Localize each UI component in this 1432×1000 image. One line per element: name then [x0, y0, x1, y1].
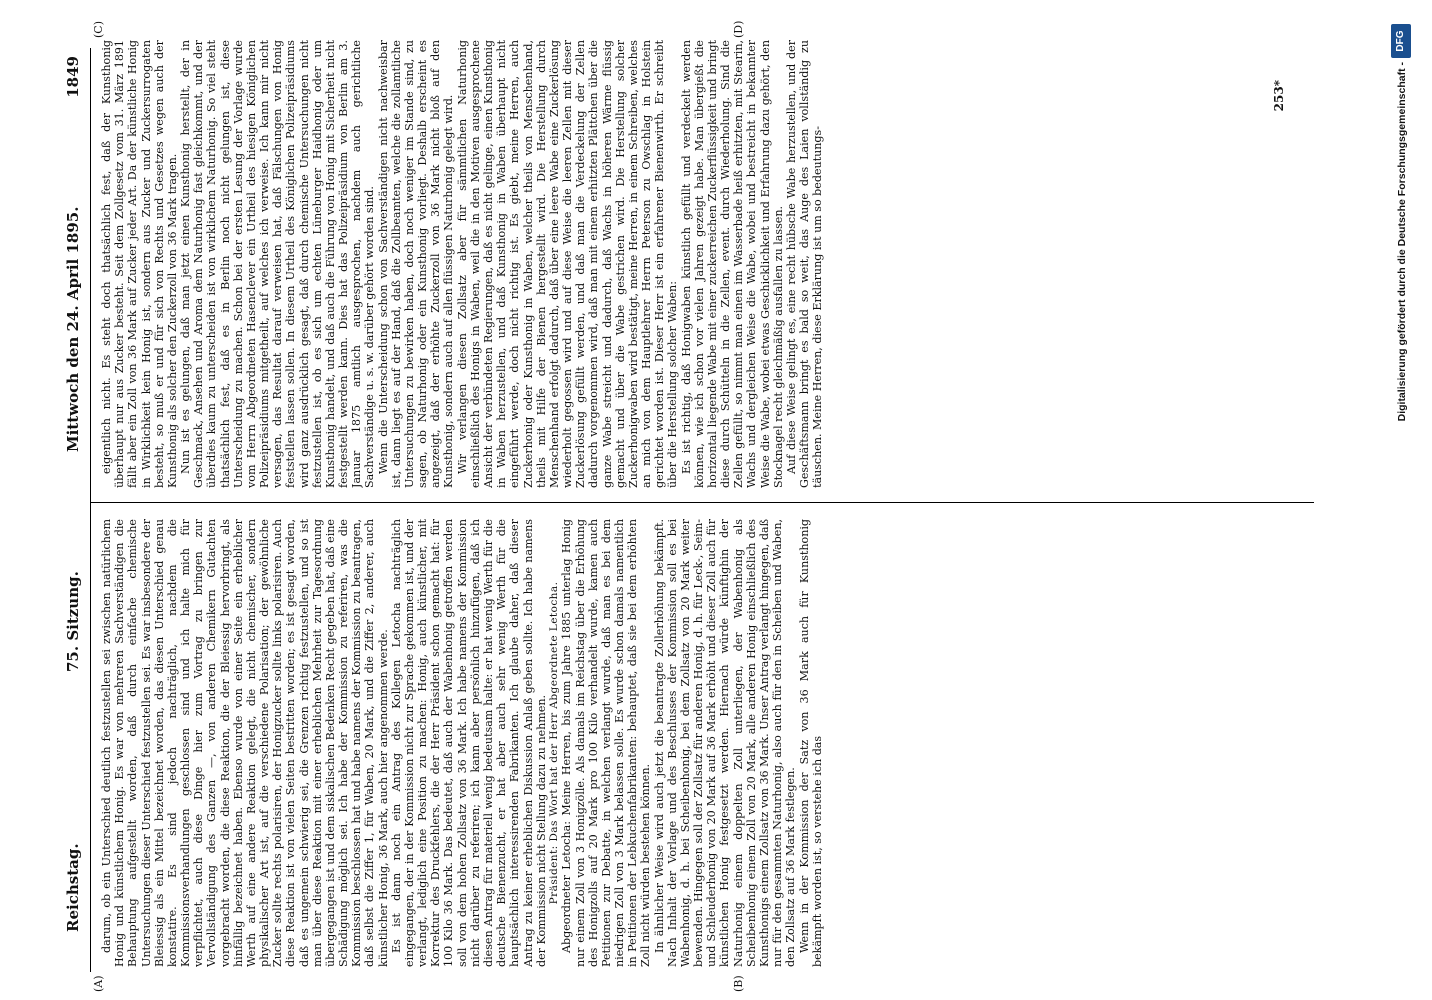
paragraph: Abgeordneter Letocha: Meine Herren, bis zum Jahre 1885 unterlag Honig nur einem Zoll von 3 Honigzölle. Als damals im Reichstag über die Erhöhung des Honigzolls auf 20 Mark pro 100 Kilo verhandelt wurde, kamen auch Petitionen zur Debatte, in welchen verlangt wurde, daß man es bei dem niedrigen Zoll von 3 Mark belassen solle. Es wurde schon damals namentlich in Petitionen der Lebkuchenfabrikanten: behauptet, daß sie bei dem erhöhten Zoll nicht würden bestehen können. [560, 519, 653, 967]
paragraph: Auf diese Weise gelingt es, eine recht hübsche Wabe herzustellen, und der Geschäftsmann bringt es bald so weit, das Auge des Laien vollständig zu täuschen. Meine Herren, diese Erklärung ist um so bedeutungs- [784, 40, 825, 488]
column-divider [90, 502, 1314, 503]
paragraph: Wenn die Unterscheidung schon von Sachverständigen nicht nachweisbar ist, dann liegt es auf der Hand, daß die Zollbeamten, welche die zollamtliche Untersuchungen zu bewirken haben, doch noch weniger im Stande sind, zu sagen, ob Naturhonig oder ein Kunsthonig vorliegt. Deshalb erscheint es angezeigt, daß der erhöhte Zuckerzoll von 36 Mark nicht bloß auf den Kunsthonig, sondern auch auf allen flüssigen Naturhonig gelegt wird. [376, 40, 456, 488]
signature-mark: 253* [1272, 80, 1286, 112]
header-reichstag: Reichstag. [64, 843, 82, 932]
header-session: 75. Sitzung. [64, 571, 82, 672]
running-head [60, 48, 91, 972]
digitization-note: Digitalisierung gefördert durch die Deutsche Forschungsgemeinschaft - [1396, 62, 1408, 422]
margin-mark-d: (D) [732, 20, 745, 38]
left-column [100, 519, 1312, 967]
header-date: Mittwoch den 24. April 1895. [64, 206, 82, 452]
paragraph: Wir verlangen diesen Zollsatz aber für sämmtlichen Naturhonig einschließlich des Honigs in Waben, weil die in den Motiven ausgesprochene Ansicht der verbündeten Regierungen, daß es nicht gelinge, einen Kunsthonig in Waben herzustellen, und daß Kunsthonig in Waben überhaupt nicht eingeführt werde, doch nicht richtig ist. Es giebt, meine Herren, auch Zuckerhonig oder Kunsthonig in Waben, welcher theils von Menschenhand, theils mit Hilfe der Bienen hergestellt wird. Die Herstellung durch Menschenhand erfolgt dadurch, daß über eine leere Wabe eine Zuckerlösung wiederholt gegossen wird und auf diese Weise die leeren Zellen mit dieser Zuckerlösung gefüllt werden, und daß man die Verdeckelung der Zellen dadurch vorgenommen wird, daß man mit einem erhitzten Plättchen über die ganze Wabe streicht und dadurch, daß Wachs in höheren Wärme flüssig gemacht und über die Wabe gestrichen wird. Die Herstellung solcher Zuckerhonigwaben wird bestätigt, meine Herren, in einem Schreiben, welches an mich von dem Hauptlehrer Herrn Peterson zu Owschlag in Holstein gerichtet worden ist. Dieser Herr ist ein erfahrener Bienenwirth. Er schreibt über die Herstellung solcher Waben: [455, 40, 680, 488]
paragraph: darum, ob ein Unterschied deutlich festzustellen sei zwischen natürlichem Honig und künstlichem Honig. Es war von mehreren Sachverständigen die Behauptung aufgestellt worden, daß durch einfache chemische Untersuchungen dieser Unterschied festzustellen sei. Es war insbesondere der Bleiessig als ein Mittel bezeichnet worden, das diesen Unterschied genau konstatire. Es sind jedoch nachträglich, nachdem die Kommissionsverhandlungen geschlossen sind und ich halte mich für verpflichtet, auch diese Dinge hier zum Vortrag zu bringen zur Vervollständigung des Ganzen —, von anderen Chemikern Gutachten vorgebracht worden, die diese Reaktion, die der Bleiessig hervorbringt, als hinfällig bezeichnet haben. Ebenso wurde von einer Seite ein erheblicher Werth auf eine andere Reaktion gelegt, die nicht chemischer, sondern physikalischer Art ist, auf die verschiedene Polarisation; der gewöhnliche Zucker sollte rechts polarisiren, der Honigzucker sollte links polarisiren. Auch diese Reaktion ist von vielen Seiten bestritten worden; es ist gesagt worden, daß es ungemein schwierig sei, die Grenzen richtig festzustellen, und so ist man über diese Reaktion mit einer erheblichen Mehrheit zur Tagesordnung übergegangen ist und dem siskalischen Bedenken Recht gegeben hat, daß eine Schädigung möglich sei. Ich habe der Kommission zu referiren, was die Kommission beschlossen hat und habe namens der Kommission zu beantragen, daß selbst die Ziffer 1, für Waben, 20 Mark, und die Ziffer 2, anderer, auch künstlicher Honig, 36 Mark, auch hier angenommen werde. [100, 519, 390, 967]
quoted-letter: Es ist richtig, daß Honigwaben künstlich gefüllt und verdeckelt werden können, wie ich schon vor vielen Jahren gezeigt habe. Man übergießt die horizontal liegende Wabe mit einer zuckerreichen Zuckerflüssigkeit und bringt diese durch Schütteln in die Zellen, event. durch Wiederholung. Sind die Zellen gefüllt, so nimmt man einen im Wasserbade heiß erhitzten, mit Stearin, Wachs und dergleichen Weise die Wabe, wobei und bestreicht in bekannter Weise die Wabe, wobei etwas Geschicklichkeit und Erfahrung dazu gehört, den Stocknagel recht gleichmäßig ausfallen zu lassen. [679, 40, 785, 488]
margin-mark-b: (B) [732, 975, 745, 992]
header-page-number: 1849 [64, 56, 82, 98]
paragraph: Nun ist es gelungen, daß man jetzt einen Kunsthonig herstellt, der in Geschmack, Ansehen und Aroma dem Naturhonig fast gleichkommt, und der überdies kaum zu unterscheiden ist von wirklichem Naturhonig. So viel steht thatsächlich fest, daß es in Berlin noch nicht gelungen ist, diese Unterscheidung zu machen. Schon bei der ersten Lesung der Vorlage wurde vom Herrn Abgeordneten Hasenclever ein Urtheil des hiesigen Königlichen Polizeipräsidiums mitgetheilt, auf welches ich verweise. Ich kann mir nicht versagen, das Resultat darauf verweisen hat, daß Fälschungen von Honig feststellen lassen sollen. In diesem Urtheil des Königlichen Polizeipräsidiums wird ganz ausdrücklich gesagt, daß durch chemische Untersuchungen nicht festzustellen ist, ob es sich um echten Lüneburger Haidhonig oder um Kunsthonig handelt, und daß auch die Führung von Honig mit Sicherheit nicht festgestellt werden kann. Dies hat das Polizeipräsidium von Berlin am 3. Januar 1875 amtlich ausgesprochen, nachdem auch gerichtliche Sachverständige u. s. w. darüber gehört worden sind. [179, 40, 377, 488]
paragraph: Es ist dann noch ein Antrag des Kollegen Letocha nachträglich eingegangen, der in der Kommission nicht zur Sprache gekommen ist, und der verlangt, lediglich eine Position zu machen: Honig, auch künstlicher, mit Korrektur des Druckfehlers, die der Herr Präsident schon gemacht hat: für 100 Kilo 36 Mark. Das bedeutet, daß auch der Wabenhonig getroffen werden soll von dem hohen Zollsatz von 36 Mark. Ich habe namens der Kommission nicht darüber zu referiren; ich kann aber persönlich hinzufügen, daß ich diesen Antrag für materiell wenig bedeutsam halte: er hat wenig Werth für die deutsche Bienenzucht, er hat aber auch sehr wenig Werth für die hauptsächlich interessirenden Fabrikanten. Ich glaube daher, daß dieser Antrag zu keiner erheblichen Diskussion Anlaß geben sollte. Ich habe namens der Kommission nicht Stellung dazu zu nehmen. [389, 519, 548, 967]
paragraph: Wenn in der Kommission der Satz von 36 Mark auch für Kunsthonig bekämpft worden ist, so verstehe ich das [797, 519, 824, 967]
dfg-logo: DFG [1391, 24, 1411, 58]
speaker-announcement: Präsident: Das Wort hat der Herr Abgeordnete Letocha. [547, 581, 560, 905]
right-column [100, 40, 1312, 488]
paragraph: eigentlich nicht. Es steht doch thatsächlich fest, daß der Kunsthonig überhaupt nur aus Zucker besteht. Seit dem Zollgesetz vom 31. März 1891 fällt aber ein Zoll von 36 Mark auf Zucker jeder Art. Da der künstliche Honig in Wirklichkeit kein Honig ist, sondern aus Zucker und Zuckersurrogaten besteht, so muß er und für sich von Rechts und Gesetzes wegen auch der Kunsthonig als solcher den Zuckerzoll von 36 Mark tragen. [100, 40, 179, 488]
margin-mark-c: (C) [92, 21, 105, 38]
paragraph: In ähnlicher Weise wird auch jetzt die beantragte Zollerhöhung bekämpft. Nach Inhalt der Vorlage und des Beschlusses der Kommission soll es bei Wabenhonig, d. h. bei Scheibenhonig, bei dem Zollsatz von 20 Mark weiter bewenden. Hingegen soll der Zollsatz für anderen Honig, d. h. für Leck-, Seim- und Schleuderhonig von 20 Mark auf 36 Mark erhöht und dieser Zoll auch für künstlichen Honig festgesetzt werden. Hiernach würde künftighin der Naturhonig einem doppelten Zoll unterliegen, der Wabenhonig als Scheibenhonig einem Zoll von 20 Mark, alle anderen Honig einschließlich des Kunsthonigs einem Zollsatz von 36 Mark. Unser Antrag verlangt hingegen, daß nur für den gesammten Naturhonig, also auch für den in Scheiben und Waben, den Zollsatz auf 36 Mark festlegen. [652, 519, 798, 967]
margin-mark-a: (A) [92, 975, 105, 992]
digitization-footer [1382, 0, 1422, 1000]
